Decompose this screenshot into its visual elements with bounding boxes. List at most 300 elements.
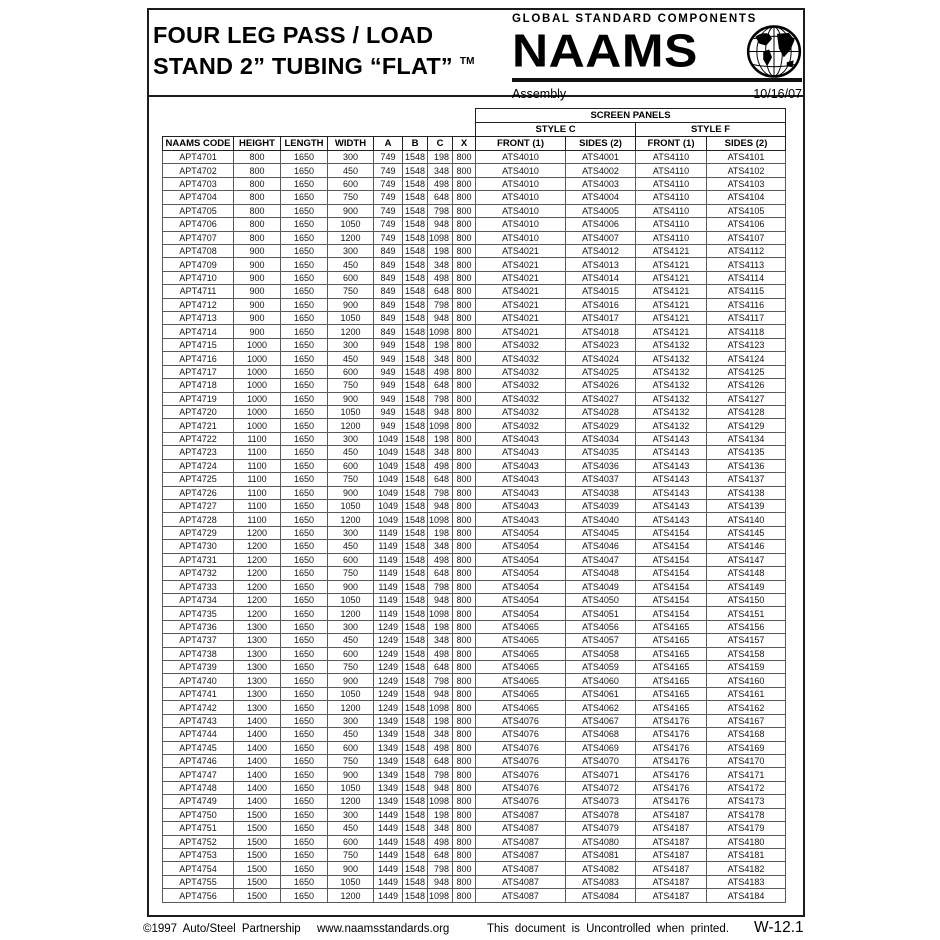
table-cell: ATS4110 — [636, 231, 707, 244]
table-cell: 1650 — [281, 835, 328, 848]
table-cell: ATS4043 — [476, 473, 566, 486]
table-cell: 1548 — [403, 647, 428, 660]
table-cell: 1100 — [234, 446, 281, 459]
table-cell: 1548 — [403, 473, 428, 486]
table-row — [163, 526, 786, 539]
table-cell: 800 — [453, 151, 476, 164]
table-cell: ATS4060 — [566, 674, 636, 687]
table-cell: 800 — [453, 312, 476, 325]
table-cell: 450 — [328, 258, 374, 271]
table-cell: 800 — [453, 218, 476, 231]
table-cell: 900 — [328, 674, 374, 687]
table-cell: ATS4065 — [476, 634, 566, 647]
table-cell: 800 — [234, 204, 281, 217]
table-cell: 1000 — [234, 392, 281, 405]
table-cell: ATS4006 — [566, 218, 636, 231]
table-cell: ATS4054 — [476, 593, 566, 606]
table-cell: ATS4187 — [636, 862, 707, 875]
table-row — [163, 822, 786, 835]
table-cell: 198 — [428, 244, 453, 257]
table-cell: ATS4116 — [707, 298, 786, 311]
table-cell: APT4709 — [163, 258, 234, 271]
table-cell: 1200 — [234, 553, 281, 566]
table-cell: 800 — [453, 459, 476, 472]
table-cell: ATS4028 — [566, 406, 636, 419]
table-cell: 1548 — [403, 151, 428, 164]
table-cell: 1098 — [428, 701, 453, 714]
table-cell: ATS4121 — [636, 285, 707, 298]
table-row — [163, 459, 786, 472]
table-cell: 800 — [453, 298, 476, 311]
table-cell: APT4738 — [163, 647, 234, 660]
table-cell: 648 — [428, 567, 453, 580]
table-cell: 300 — [328, 338, 374, 351]
table-cell: 798 — [428, 298, 453, 311]
style-f-header: STYLE F — [636, 123, 786, 137]
table-cell: ATS4087 — [476, 835, 566, 848]
header-spacer — [163, 123, 476, 137]
table-cell: 1249 — [374, 701, 403, 714]
table-cell: APT4735 — [163, 607, 234, 620]
table-cell: 1650 — [281, 352, 328, 365]
table-cell: 600 — [328, 177, 374, 190]
table-cell: 1650 — [281, 889, 328, 903]
table-cell: ATS4121 — [636, 312, 707, 325]
table-cell: APT4704 — [163, 191, 234, 204]
table-cell: ATS4058 — [566, 647, 636, 660]
table-cell: 1650 — [281, 419, 328, 432]
table-cell: APT4748 — [163, 781, 234, 794]
table-cell: 798 — [428, 486, 453, 499]
table-cell: 450 — [328, 822, 374, 835]
table-cell: ATS4025 — [566, 365, 636, 378]
column-header-width: WIDTH — [328, 137, 374, 151]
table-cell: 648 — [428, 473, 453, 486]
table-cell: 900 — [328, 768, 374, 781]
table-cell: ATS4145 — [707, 526, 786, 539]
table-row — [163, 204, 786, 217]
table-cell: 1650 — [281, 674, 328, 687]
table-cell: ATS4184 — [707, 889, 786, 903]
table-cell: ATS4017 — [566, 312, 636, 325]
table-cell: ATS4176 — [636, 728, 707, 741]
table-cell: 600 — [328, 835, 374, 848]
table-cell: 800 — [453, 191, 476, 204]
table-cell: 1200 — [328, 607, 374, 620]
table-cell: 648 — [428, 285, 453, 298]
table-cell: 1200 — [234, 607, 281, 620]
table-cell: 800 — [453, 285, 476, 298]
table-cell: 450 — [328, 634, 374, 647]
table-cell: ATS4187 — [636, 808, 707, 821]
table-cell: APT4715 — [163, 338, 234, 351]
table-cell: ATS4132 — [636, 406, 707, 419]
table-cell: 1650 — [281, 741, 328, 754]
table-cell: 800 — [453, 607, 476, 620]
table-cell: ATS4165 — [636, 661, 707, 674]
table-cell: 800 — [453, 808, 476, 821]
table-cell: 1098 — [428, 325, 453, 338]
table-cell: ATS4010 — [476, 231, 566, 244]
table-row — [163, 862, 786, 875]
table-cell: 750 — [328, 191, 374, 204]
table-cell: ATS4023 — [566, 338, 636, 351]
table-cell: ATS4079 — [566, 822, 636, 835]
table-cell: ATS4045 — [566, 526, 636, 539]
table-cell: ATS4127 — [707, 392, 786, 405]
table-cell: 498 — [428, 459, 453, 472]
table-cell: 1650 — [281, 486, 328, 499]
table-cell: 1650 — [281, 338, 328, 351]
doc-number: W-12.1 — [754, 919, 804, 936]
table-cell: 1349 — [374, 728, 403, 741]
table-cell: 1548 — [403, 754, 428, 767]
table-cell: APT4749 — [163, 795, 234, 808]
table-cell: 1650 — [281, 379, 328, 392]
table-cell: 750 — [328, 379, 374, 392]
table-cell: ATS4125 — [707, 365, 786, 378]
table-cell: ATS4143 — [636, 486, 707, 499]
table-cell: ATS4057 — [566, 634, 636, 647]
table-cell: 1548 — [403, 446, 428, 459]
table-cell: 1100 — [234, 432, 281, 445]
table-cell: 1300 — [234, 620, 281, 633]
table-cell: 800 — [453, 634, 476, 647]
table-cell: 1650 — [281, 728, 328, 741]
table-cell: ATS4018 — [566, 325, 636, 338]
table-cell: ATS4105 — [707, 204, 786, 217]
table-cell: 1149 — [374, 607, 403, 620]
table-cell: 1650 — [281, 848, 328, 861]
title-line-2-text: STAND 2” TUBING “FLAT” — [153, 53, 453, 79]
table-cell: 1650 — [281, 191, 328, 204]
table-cell: APT4745 — [163, 741, 234, 754]
table-cell: ATS4154 — [636, 607, 707, 620]
table-cell: 1400 — [234, 795, 281, 808]
table-row — [163, 714, 786, 727]
table-cell: 1548 — [403, 553, 428, 566]
table-cell: ATS4065 — [476, 674, 566, 687]
table-cell: 1049 — [374, 446, 403, 459]
table-cell: 450 — [328, 164, 374, 177]
table-cell: APT4732 — [163, 567, 234, 580]
naams-brand-block — [512, 13, 802, 101]
table-row — [163, 298, 786, 311]
table-cell: 1548 — [403, 298, 428, 311]
table-row — [163, 889, 786, 903]
table-cell: 849 — [374, 285, 403, 298]
table-cell: 1548 — [403, 258, 428, 271]
table-cell: 750 — [328, 848, 374, 861]
table-cell: ATS4106 — [707, 218, 786, 231]
table-cell: 1650 — [281, 325, 328, 338]
table-cell: 1650 — [281, 634, 328, 647]
table-cell: 1100 — [234, 459, 281, 472]
table-cell: 1249 — [374, 674, 403, 687]
table-cell: 648 — [428, 191, 453, 204]
table-cell: 849 — [374, 258, 403, 271]
table-row — [163, 285, 786, 298]
table-cell: 800 — [453, 204, 476, 217]
table-cell: ATS4065 — [476, 687, 566, 700]
table-cell: 1000 — [234, 365, 281, 378]
table-cell: APT4713 — [163, 312, 234, 325]
table-cell: ATS4118 — [707, 325, 786, 338]
column-header-naams-code: NAAMS CODE — [163, 137, 234, 151]
table-cell: 1650 — [281, 661, 328, 674]
table-cell: 1650 — [281, 244, 328, 257]
table-cell: 348 — [428, 540, 453, 553]
table-cell: 1548 — [403, 567, 428, 580]
table-cell: ATS4032 — [476, 419, 566, 432]
table-cell: 1548 — [403, 271, 428, 284]
table-cell: ATS4037 — [566, 473, 636, 486]
table-cell: 900 — [234, 298, 281, 311]
table-cell: 800 — [453, 164, 476, 177]
table-cell: ATS4143 — [636, 513, 707, 526]
table-row — [163, 473, 786, 486]
table-cell: 1400 — [234, 768, 281, 781]
table-cell: 800 — [453, 822, 476, 835]
table-cell: 749 — [374, 218, 403, 231]
table-cell: 1548 — [403, 459, 428, 472]
table-cell: 800 — [453, 392, 476, 405]
table-cell: ATS4103 — [707, 177, 786, 190]
table-row — [163, 540, 786, 553]
table-cell: 498 — [428, 271, 453, 284]
table-cell: 1149 — [374, 567, 403, 580]
table-cell: 1548 — [403, 231, 428, 244]
table-cell: 1050 — [328, 499, 374, 512]
table-cell: ATS4026 — [566, 379, 636, 392]
table-cell: ATS4139 — [707, 499, 786, 512]
table-row — [163, 231, 786, 244]
table-cell: 800 — [234, 151, 281, 164]
table-cell: 1650 — [281, 446, 328, 459]
table-cell: 1548 — [403, 848, 428, 861]
table-cell: APT4716 — [163, 352, 234, 365]
table-cell: 1098 — [428, 419, 453, 432]
table-cell: ATS4032 — [476, 365, 566, 378]
table-cell: 1149 — [374, 593, 403, 606]
table-cell: 900 — [328, 298, 374, 311]
naams-logo-text: NAAMS — [512, 25, 698, 77]
table-cell: 750 — [328, 473, 374, 486]
table-cell: APT4706 — [163, 218, 234, 231]
table-row — [163, 164, 786, 177]
table-cell: 1100 — [234, 486, 281, 499]
table-cell: 1200 — [328, 419, 374, 432]
table-cell: ATS4143 — [636, 446, 707, 459]
table-cell: APT4753 — [163, 848, 234, 861]
table-cell: 1650 — [281, 298, 328, 311]
table-row — [163, 446, 786, 459]
table-cell: 800 — [453, 419, 476, 432]
table-cell: 749 — [374, 191, 403, 204]
table-cell: 749 — [374, 164, 403, 177]
table-cell: ATS4046 — [566, 540, 636, 553]
table-cell: ATS4036 — [566, 459, 636, 472]
table-cell: 1548 — [403, 687, 428, 700]
table-cell: APT4754 — [163, 862, 234, 875]
table-cell: 800 — [453, 701, 476, 714]
table-cell: ATS4021 — [476, 258, 566, 271]
table-cell: 1349 — [374, 754, 403, 767]
table-cell: ATS4154 — [636, 540, 707, 553]
table-cell: ATS4110 — [636, 191, 707, 204]
table-cell: 1548 — [403, 781, 428, 794]
table-cell: 1548 — [403, 741, 428, 754]
table-cell: ATS4061 — [566, 687, 636, 700]
table-cell: ATS4136 — [707, 459, 786, 472]
table-cell: 800 — [453, 661, 476, 674]
table-cell: 600 — [328, 553, 374, 566]
globe-icon — [746, 25, 802, 78]
table-cell: 1349 — [374, 741, 403, 754]
table-cell: 198 — [428, 526, 453, 539]
table-cell: 600 — [328, 741, 374, 754]
table-cell: 750 — [328, 567, 374, 580]
table-row — [163, 553, 786, 566]
table-cell: ATS4078 — [566, 808, 636, 821]
table-cell: 1300 — [234, 647, 281, 660]
table-cell: 1049 — [374, 459, 403, 472]
table-cell: 1650 — [281, 392, 328, 405]
table-cell: ATS4121 — [636, 258, 707, 271]
table-cell: 1349 — [374, 714, 403, 727]
table-cell: 1548 — [403, 406, 428, 419]
table-cell: ATS4179 — [707, 822, 786, 835]
table-cell: 800 — [453, 687, 476, 700]
table-cell: ATS4146 — [707, 540, 786, 553]
table-cell: APT4712 — [163, 298, 234, 311]
table-cell: 1650 — [281, 164, 328, 177]
table-cell: ATS4068 — [566, 728, 636, 741]
table-row — [163, 191, 786, 204]
table-cell: 1050 — [328, 593, 374, 606]
table-cell: ATS4165 — [636, 674, 707, 687]
table-cell: APT4725 — [163, 473, 234, 486]
table-cell: ATS4054 — [476, 526, 566, 539]
table-cell: ATS4148 — [707, 567, 786, 580]
table-cell: 1650 — [281, 553, 328, 566]
table-cell: 498 — [428, 647, 453, 660]
table-cell: ATS4021 — [476, 325, 566, 338]
table-row — [163, 607, 786, 620]
table-cell: 1000 — [234, 352, 281, 365]
table-cell: 1650 — [281, 513, 328, 526]
table-cell: 1000 — [234, 419, 281, 432]
uncontrolled-notice: This document is Uncontrolled when printed. — [487, 923, 729, 935]
table-cell: 600 — [328, 365, 374, 378]
table-cell: 800 — [453, 848, 476, 861]
table-cell: ATS4021 — [476, 312, 566, 325]
table-cell: 1650 — [281, 432, 328, 445]
table-cell: 1449 — [374, 808, 403, 821]
table-cell: 1548 — [403, 835, 428, 848]
table-cell: ATS4032 — [476, 379, 566, 392]
table-cell: 800 — [453, 540, 476, 553]
page-title — [153, 20, 475, 87]
table-cell: ATS4159 — [707, 661, 786, 674]
table-cell: 1098 — [428, 513, 453, 526]
table-cell: ATS4076 — [476, 795, 566, 808]
table-row — [163, 325, 786, 338]
table-cell: ATS4001 — [566, 151, 636, 164]
table-cell: ATS4187 — [636, 848, 707, 861]
table-row — [163, 781, 786, 794]
table-cell: ATS4087 — [476, 808, 566, 821]
table-cell: 1650 — [281, 365, 328, 378]
table-cell: 800 — [453, 741, 476, 754]
table-row — [163, 808, 786, 821]
table-cell: 1548 — [403, 499, 428, 512]
table-cell: 1548 — [403, 728, 428, 741]
table-cell: 1200 — [234, 540, 281, 553]
table-row — [163, 741, 786, 754]
table-cell: APT4719 — [163, 392, 234, 405]
table-cell: APT4742 — [163, 701, 234, 714]
table-cell: 849 — [374, 325, 403, 338]
table-cell: 1548 — [403, 889, 428, 903]
table-cell: 1548 — [403, 432, 428, 445]
table-cell: APT4744 — [163, 728, 234, 741]
table-row — [163, 687, 786, 700]
table-cell: APT4708 — [163, 244, 234, 257]
table-cell: ATS4165 — [636, 634, 707, 647]
table-row — [163, 392, 786, 405]
table-cell: 450 — [328, 446, 374, 459]
table-cell: 948 — [428, 875, 453, 888]
table-cell: 1200 — [328, 325, 374, 338]
table-cell: 1050 — [328, 406, 374, 419]
website-link[interactable]: www.naamsstandards.org — [317, 923, 450, 935]
column-header-x: X — [453, 137, 476, 151]
table-cell: 1500 — [234, 808, 281, 821]
table-cell: 1548 — [403, 822, 428, 835]
table-cell: 1548 — [403, 674, 428, 687]
table-cell: 800 — [453, 446, 476, 459]
table-cell: 1049 — [374, 499, 403, 512]
table-cell: 1200 — [328, 513, 374, 526]
table-cell: 1548 — [403, 379, 428, 392]
table-cell: 749 — [374, 204, 403, 217]
table-row — [163, 647, 786, 660]
table-cell: ATS4173 — [707, 795, 786, 808]
table-cell: ATS4128 — [707, 406, 786, 419]
table-cell: 1500 — [234, 875, 281, 888]
table-cell: 1100 — [234, 499, 281, 512]
table-cell: 800 — [453, 526, 476, 539]
table-cell: 1548 — [403, 419, 428, 432]
table-cell: ATS4054 — [476, 553, 566, 566]
table-cell: 800 — [453, 875, 476, 888]
table-cell: ATS4176 — [636, 795, 707, 808]
table-cell: ATS4165 — [636, 620, 707, 633]
table-cell: ATS4050 — [566, 593, 636, 606]
table-cell: 348 — [428, 634, 453, 647]
table-cell: ATS4038 — [566, 486, 636, 499]
table-cell: ATS4067 — [566, 714, 636, 727]
table-cell: 800 — [453, 406, 476, 419]
table-cell: ATS4076 — [476, 781, 566, 794]
table-cell: 1650 — [281, 540, 328, 553]
table-cell: 1650 — [281, 567, 328, 580]
table-cell: 1300 — [234, 687, 281, 700]
table-row — [163, 312, 786, 325]
table-cell: ATS4169 — [707, 741, 786, 754]
column-header-b: B — [403, 137, 428, 151]
